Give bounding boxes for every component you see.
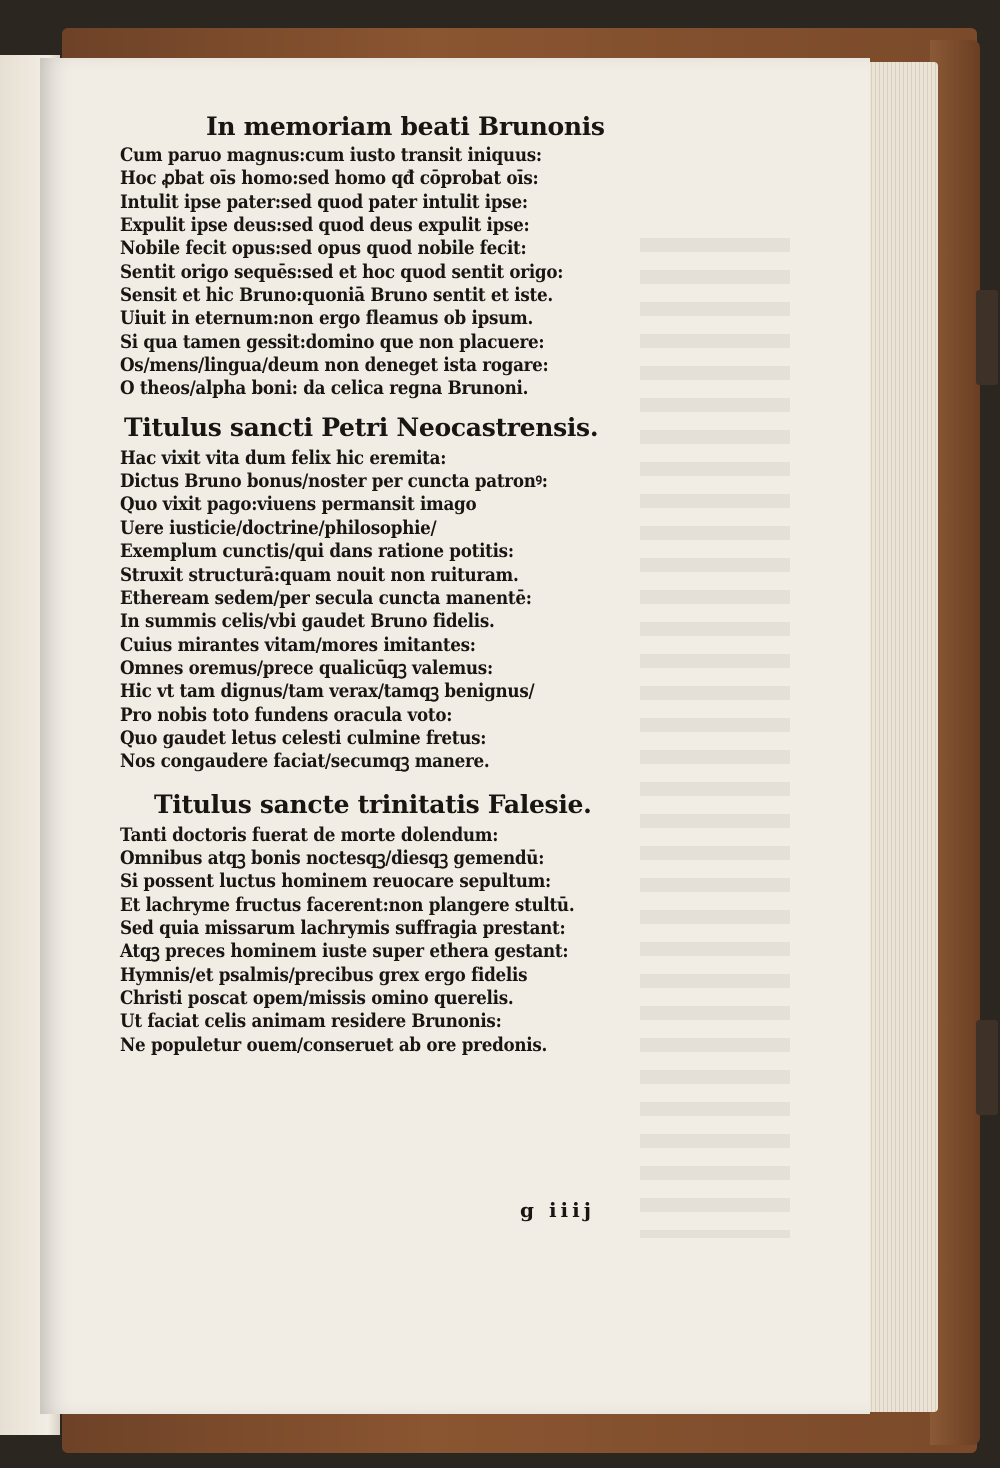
clasp-upper	[976, 290, 998, 385]
verse-line: Atqꝫ preces hominem iuste super ethera gestant:	[120, 941, 569, 963]
verse-line: Quo vixit pago:viuens permansit imago	[120, 494, 477, 516]
verse-line: Dictus Bruno bonus/noster per cuncta patronꝰ:	[120, 471, 548, 493]
page-text	[78, 110, 638, 1057]
verse-line: Nobile fecit opus:sed opus quod nobile fecit:	[120, 238, 527, 260]
verse-line: Uiuit in eternum:non ergo fleamus ob ipsum.	[120, 308, 534, 330]
verse-line: Hac vixit vita dum felix hic eremita:	[120, 447, 447, 469]
verse-line: Ne populetur ouem/conseruet ab ore predonis.	[120, 1034, 548, 1056]
verse-line: O theos/alpha boni: da celica regna Brunoni.	[120, 378, 529, 400]
verse-line: Cum paruo magnus:cum iusto transit iniquus:	[120, 145, 542, 166]
verse-line: In summis celis/vbi gaudet Bruno fidelis.	[120, 611, 495, 633]
verse-line: Nos congaudere faciat/secumqꝫ manere.	[120, 751, 490, 773]
verse-line: Et lachryme fructus facerent:non plangere stultū.	[120, 894, 575, 916]
signature-mark: g iiij	[520, 1198, 595, 1222]
verse-line: Hymnis/et psalmis/precibus grex ergo fidelis	[120, 964, 528, 986]
verse-line: Christi poscat opem/missis omino querelis.	[120, 988, 514, 1009]
poem-title: Titulus sancte trinitatis Falesie.	[154, 789, 592, 819]
page-stack-edge	[860, 62, 938, 1412]
verse-line: Hoc ꝓbat oīs homo:sed homo qđ cōprobat oīs:	[120, 168, 539, 190]
clasp-lower	[976, 1020, 998, 1115]
poem-neocastrensis	[78, 411, 638, 774]
verse-line: Exemplum cunctis/qui dans ratione potitis:	[120, 541, 514, 563]
verse-line: Sentit origo sequēs:sed et hoc quod sentit origo:	[120, 261, 564, 283]
poem-lines	[78, 824, 638, 1057]
poem-title: Titulus sancti Petri Neocastrensis.	[124, 412, 599, 442]
verse-line: Ut faciat celis animam residere Brunonis:	[120, 1011, 502, 1033]
poem-title: In memoriam beati Brunonis	[206, 112, 605, 141]
poem-lines	[78, 144, 638, 401]
verse-line: Si possent luctus hominem reuocare sepultum:	[120, 871, 551, 893]
verse-line: Tanti doctoris fuerat de morte dolendum:	[120, 824, 499, 846]
verse-line: Omnes oremus/prece qualicūqꝫ valemus:	[120, 657, 493, 679]
verse-line: Uere iusticie/doctrine/philosophie/	[120, 517, 437, 539]
verse-line: Quo gaudet letus celesti culmine fretus:	[120, 727, 487, 749]
poem-memoriam	[78, 110, 638, 401]
poem-falesie	[78, 788, 638, 1057]
verse-line: Hic vt tam dignus/tam verax/tamqꝫ benignus/	[120, 681, 535, 703]
verse-line: Omnibus atqꝫ bonis noctesqꝫ/diesqꝫ gemendū:	[120, 847, 545, 869]
verse-line: Expulit ipse deus:sed quod deus expulit ipse:	[120, 215, 530, 237]
verse-line: Os/mens/lingua/deum non deneget ista rogare:	[120, 355, 549, 377]
poem-lines	[78, 447, 638, 774]
verse-line: Etheream sedem/per secula cuncta manentē:	[120, 587, 532, 609]
verse-line: Sensit et hic Bruno:quoniā Bruno sentit et iste.	[120, 285, 553, 307]
verse-line: Pro nobis toto fundens oracula voto:	[120, 704, 453, 726]
verse-line: Cuius mirantes vitam/mores imitantes:	[120, 634, 476, 656]
verse-line: Struxit structurā:quam nouit non ruituram.	[120, 564, 519, 586]
verse-line: Intulit ipse pater:sed quod pater intulit ipse:	[120, 191, 528, 213]
verse-line: Si qua tamen gessit:domino que non placuere:	[120, 331, 545, 353]
verse-line: Sed quia missarum lachrymis suffragia prestant:	[120, 917, 566, 939]
bleed-through-text	[640, 238, 790, 1238]
